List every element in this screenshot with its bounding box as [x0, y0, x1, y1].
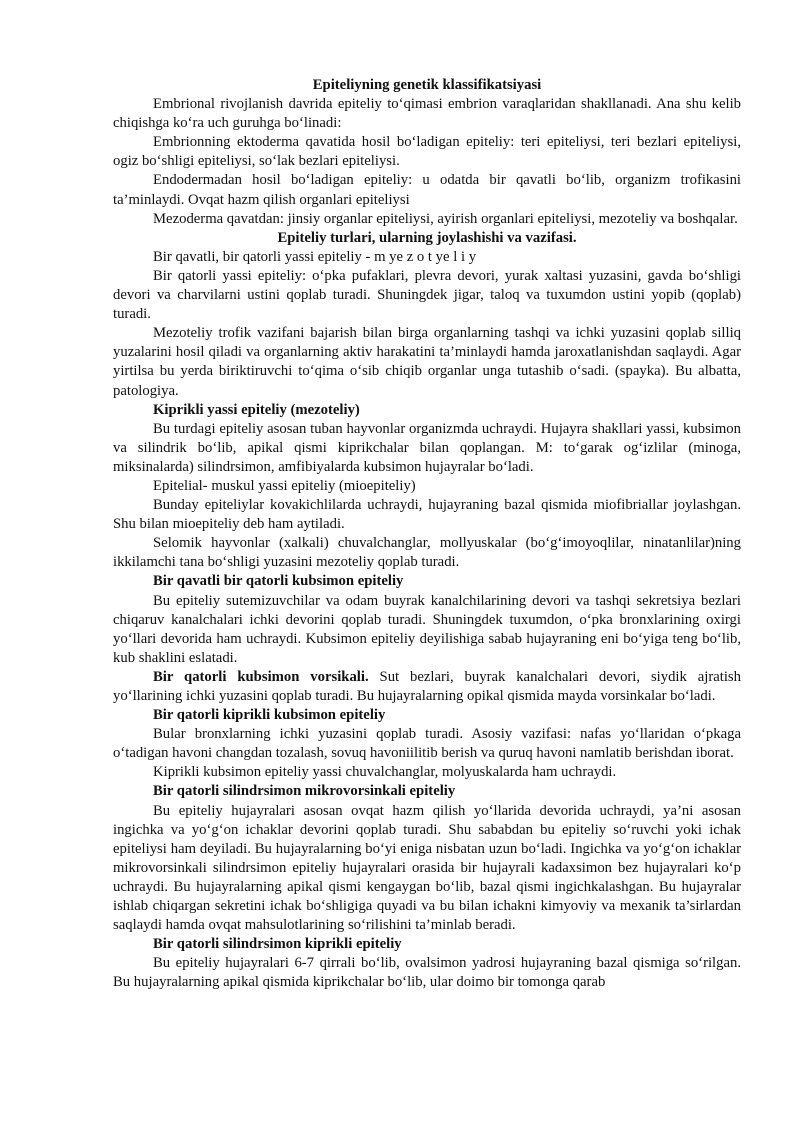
- document-page: [113, 76, 741, 993]
- inline-text: Sut bezlari, buyrak kanalchalari devori, siydik ajratish yo‘llarining ichki yuzasini qoplab turadi. Bu hujayralarning opikal qismida mayda vorsinkalar bo‘ladi.: [113, 668, 741, 704]
- subheading-ciliated-flat: Kiprikli yassi epiteliy (mezoteliy): [153, 401, 360, 418]
- paragraph-mesothelium-function: Mezoteliy trofik vazifani bajarish bilan birga organlarning tashqi va ichki yuzasini qoplab silliq yuzalarini hosil qiladi va organlarning aktiv harakatini ta’minlaydi hamda jaroxatlanishdan saqlaydi. Agar yirtilsa bu yerda biriktiruvchi to‘qima o‘sib chiqib organlar unga tutashib o‘sadi. (spayka). Bu albatta, patologiya.: [113, 325, 741, 399]
- paragraph-cuboidal: Bu epiteliy sutemizuvchilar va odam buyrak kanalchilarining devori va tashqi sekretsiya bezlari chiqaruv kanalchalari ichki devorini qoplab turadi. Shuningdek tuxumdon, o‘pka bronxlarining oxirgi yo‘llari devorida ham uchraydi. Kubsimon epiteliy deyilishiga sabab hujayraning eni bo‘yiga teng bo‘lib, kub shaklini eslatadi.: [113, 592, 741, 666]
- paragraph-cuboidal-villi: [113, 668, 741, 706]
- paragraph-ectoderm: Embrionning ektoderma qavatida hosil bo‘ladigan epiteliy: teri epiteliysi, teri bezlari epiteliysi, ogiz bo‘shligi epiteliysi, so‘lak bezlari epiteliysi.: [113, 134, 741, 170]
- subheading-columnar-ciliated: Bir qatorli silindrsimon kiprikli epiteliy: [153, 936, 402, 953]
- paragraph-myoepithelium-title: Epitelial- muskul yassi epiteliy (mioepiteliy): [153, 477, 416, 494]
- paragraph-myoepithelium: Bunday epiteliylar kovakichlilarda uchraydi, hujayraning bazal qismida miofibriallar joylashgan. Shu bilan mioepiteliy deb ham aytiladi.: [113, 497, 741, 533]
- paragraph-mesoderm: Mezoderma qavatdan: jinsiy organlar epiteliysi, ayirish organlari epiteliysi, mezoteliy va boshqalar.: [153, 210, 738, 227]
- paragraph-coelomic: Selomik hayvonlar (xalkali) chuvalchanglar, mollyuskalar (bo‘g‘imoyoqlilar, ninatanlilar)ning ikkilamchi tana bo‘shligi yuzasini mezoteliy qoplab turadi.: [113, 535, 741, 571]
- section-heading-types: Epiteliy turlari, ularning joylashishi va vazifasi.: [277, 229, 577, 246]
- subheading-columnar-microvilli: Bir qatorli silindrsimon mikrovorsinkali epiteliy: [153, 783, 456, 800]
- paragraph-ciliated-cuboidal-note: Kiprikli kubsimon epiteliy yassi chuvalchanglar, molyuskalarda ham uchraydi.: [153, 764, 617, 781]
- paragraph-ciliated-cuboidal: Bular bronxlarning ichki yuzasini qoplab turadi. Asosiy vazifasi: nafas yo‘llaridan o‘pkaga o‘tadigan havoni changdan tozalash, sovuq havoniilitib berish va quruq havoni namlatib berishdan iborat.: [113, 726, 741, 762]
- inline-bold-term: Bir qatorli kubsimon vorsikali.: [153, 668, 369, 685]
- paragraph-ciliated-flat: Bu turdagi epiteliy asosan tuban hayvonlar organizmda uchraydi. Hujayra shakllari yassi, kubsimon va silindrik bo‘lib, apikal qismi kiprikchalar bilan qoplangan. M: to‘garak og‘izlilar (minoga, miksinalarda) silindrsimon, amfibiyalarda kubsimon hujayralar bo‘ladi.: [113, 420, 741, 475]
- subheading-ciliated-cuboidal: Bir qatorli kiprikli kubsimon epiteliy: [153, 707, 386, 724]
- paragraph-embryonal: Embrional rivojlanish davrida epiteliy to‘qimasi embrion varaqlaridan shakllanadi. Ana shu kelib chiqishga ko‘ra uch guruhga bo‘linadi:: [113, 96, 741, 132]
- paragraph-endoderm: Endodermadan hosil bo‘ladigan epiteliy: u odatda bir qavatli bo‘lib, organizm trofikasini ta’minlaydi. Ovqat hazm qilish organlari epiteliysi: [113, 172, 741, 208]
- paragraph-columnar-microvilli: Bu epiteliy hujayralari asosan ovqat hazm qilish yo‘llarida devorida uchraydi, ya’ni asosan ingichka va yo‘g‘on ichaklar devorini qoplab turadi. Shu sababdan bu epiteliy so‘ruvchi yoki ichak epiteliysi ham deyiladi. Bu hujayralarning bo‘yi eniga nisbatan uzun bo‘ladi. Ingichka va yo‘g‘on ichaklar mikrovorsinkali silindrsimon epiteliy hujayralari orasida bir hujayrali kadaxsimon bez hujayralari ko‘p uchraydi. Bu hujayralarning apikal qismi kengaygan bo‘lib, bazal qismi ingichkalashgan. Bu hujayralar ishlab chiqargan sekretini ichak bo‘shligiga quyadi va bu bilan ichakni kimyoviy va mexanik ta’sirlardan saqlaydi hamda ovqat mahsulotlarining so‘rilishini ta’minlab beradi.: [113, 802, 741, 934]
- paragraph-mesothelium-line: Bir qavatli, bir qatorli yassi epiteliy - m ye z o t ye l i y: [153, 248, 477, 265]
- paragraph-columnar-ciliated: Bu epiteliy hujayralari 6-7 qirrali bo‘lib, ovalsimon yadrosi hujayraning bazal qismiga so‘rilgan. Bu hujayralarning apikal qismida kiprikchalar bo‘lib, ular doimo bir tomonga qarab: [113, 955, 741, 991]
- subheading-cuboidal: Bir qavatli bir qatorli kubsimon epiteliy: [153, 573, 404, 590]
- document-title: Epiteliyning genetik klassifikatsiyasi: [312, 77, 542, 93]
- paragraph-flat-epithelium: Bir qatorli yassi epiteliy: o‘pka pufaklari, plevra devori, yurak xaltasi yuzasini, gavda bo‘shligi devori va charvilarni ustini qoplab turadi. Shuningdek jigar, taloq va tuxumdon ustini yopib (qoplab) turadi.: [113, 267, 741, 323]
